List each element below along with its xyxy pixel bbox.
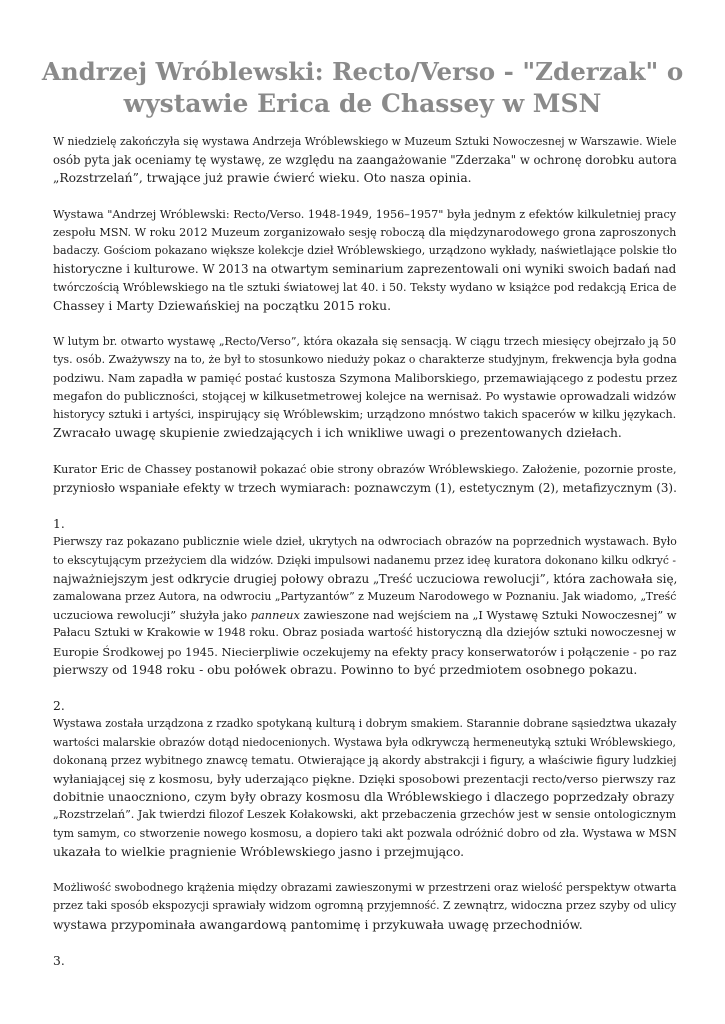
text-line: W niedzielę zakończyła się wystawa Andrzeja Wróblewskiego w Muzeum Sztuki Nowoczesnej w Warszawie. Wiele	[53, 135, 677, 148]
text-line: to ekscytującym przeżyciem dla widzów. Dzięki impulsowi nadanemu przez ideę kuratora dokonano kilku odkryć -	[53, 553, 676, 567]
text-line: Wystawa "Andrzej Wróblewski: Recto/Verso. 1948-1949, 1956–1957" była jednym z efektów kilkuletniej pracy	[53, 207, 677, 221]
article-title	[40, 56, 685, 120]
italic-term: panneux	[250, 608, 300, 623]
text-line: badaczy. Gościom pokazano większe kolekcje dzieł Wróblewskiego, urządzono wykłady, naświetlające polskie tło	[53, 244, 677, 258]
text-line: Kurator Eric de Chassey postanowił pokazać obie strony obrazów Wróblewskiego. Założenie, pozornie proste,	[53, 462, 677, 476]
text-line: „Rozstrzelań”. Jak twierdzi filozof Leszek Kołakowski, akt przebaczenia grzechów jest w sensie ontologicznym	[53, 808, 677, 822]
text-line: najważniejszym jest odkrycie drugiej połowy obrazu „Treść uczuciowa rewolucji”, która zachowała się,	[53, 571, 678, 586]
text-line: wartości malarskie obrazów dotąd niedocenionych. Wystawa była odkrywczą hermeneutyką sztuki Wróblewskiego,	[53, 735, 676, 749]
text-line	[53, 606, 680, 624]
text-line: megafon do publiczności, stojącej w kilkusetmetrowej kolejce na wernisaż. Po wystawie oprowadzali widzów	[53, 389, 677, 403]
text-line: zamalowana przez Autora, na odwrociu „Partyzantów” z Muzeum Narodowego w Poznaniu. Jak wiadomo, „Treść	[53, 590, 677, 604]
text-line: twórczością Wróblewskiego na tle sztuki światowej lat 40. i 50. Teksty wydano w książce pod redakcją Erica de	[53, 280, 677, 294]
text-line: Zwracało uwagę skupienie zwiedzających i ich wnikliwe uwagi o prezentowanych dziełach.	[53, 426, 622, 441]
text-line: tym samym, co stworzenie nowego kosmosu, a dopiero taki akt pozwala odróżnić dobro od zła. Wystawa w MSN	[53, 826, 677, 840]
article-body	[53, 133, 680, 970]
text-fragment: uczuciowa rewolucji” służyła jako	[53, 608, 251, 623]
text-line: podziwu. Nam zapadła w pamięć postać kustosza Szymona Maliborskiego, przemawiającego z podestu przez	[53, 371, 678, 385]
text-line: Europie Środkowej po 1945. Niecierpliwie oczekujemy na efekty pracy konserwatorów i połączenie - po raz	[53, 644, 677, 659]
paragraph-intro	[53, 133, 680, 188]
text-fragment: zawieszone nad wejściem na „I Wystawę Sztuki Nowoczesnej” w	[299, 608, 677, 623]
text-line: historycy sztuki i artyści, inspirujący się Wróblewskim; urządzono mnóstwo takich spacerów w kilku językach.	[53, 408, 677, 422]
title-line: Andrzej Wróblewski: Recto/Verso - "Zderzak" o	[41, 57, 684, 86]
paragraph-background	[53, 206, 680, 315]
text-line: Chassey i Marty Dziewańskiej na początku 2015 roku.	[53, 298, 391, 313]
text-line: Możliwość swobodnego krążenia między obrazami zawieszonymi w przestrzeni oraz wielość perspektyw otwarta	[53, 881, 677, 895]
title-line: wystawie Erica de Chassey w MSN	[123, 89, 602, 118]
text-line: tys. osób. Zważywszy na to, że był to stosunkowo nieduży pokaz o charakterze studyjnym, frekwencja była godna	[53, 353, 677, 367]
section-1	[53, 515, 680, 679]
section-2	[53, 697, 680, 861]
text-line: osób pyta jak oceniamy tę wystawę, ze względu na zaangażowanie "Zderzaka" w ochronę dorobku autora	[53, 153, 677, 168]
text-line: Pierwszy raz pokazano publicznie wiele dzieł, ukrytych na odwrociach obrazów na poprzednich wystawach. Było	[53, 535, 677, 549]
text-line: Wystawa została urządzona z rzadko spotykaną kulturą i dobrym smakiem. Starannie dobrane sąsiedztwa ukazały	[53, 717, 677, 731]
section-number: 1.	[53, 517, 65, 532]
text-line: dobitnie unaoczniono, czym były obrazy kosmosu dla Wróblewskiego i dlaczego poprzedzały obrazy	[53, 790, 675, 805]
section-number: 3.	[53, 954, 65, 969]
text-line: wyłaniającej się z kosmosu, były uderzająco piękne. Dzięki sposobowi prezentacji recto/verso pierwszy raz	[53, 772, 676, 787]
text-line: zespołu MSN. W roku 2012 Muzeum zorganizowało sesję roboczą dla międzynarodowego grona zaproszonych	[53, 226, 677, 239]
text-line: ukazała to wielkie pragnienie Wróblewskiego jasno i przejmująco.	[53, 844, 465, 859]
section-3	[53, 952, 680, 970]
text-line: historyczne i kulturowe. W 2013 na otwartym seminarium zaprezentowali oni wyniki swoich badań nad	[53, 262, 677, 277]
text-line: W lutym br. otwarto wystawę „Recto/Verso”, która okazała się sensacją. W ciągu trzech miesięcy obejrzało ją 50	[53, 335, 677, 349]
paragraph-opening	[53, 333, 680, 442]
text-line: dokonaną przez wybitnego znawcę tematu. Otwierające ją akordy abstrakcji i figury, a właściwie figury ludzkiej	[53, 753, 677, 767]
text-line: Pałacu Sztuki w Krakowie w 1948 roku. Obraz posiada wartość historyczną dla dziejów sztuki nowoczesnej w	[53, 626, 677, 640]
section-number: 2.	[53, 699, 65, 714]
paragraph-space	[53, 879, 680, 934]
text-line: pierwszy od 1948 roku - obu połówek obrazu. Powinno to być przedmiotem osobnego pokazu.	[53, 662, 638, 677]
text-line: „Rozstrzelań”, trwające już prawie ćwierć wieku. Oto nasza opinia.	[53, 171, 472, 186]
text-line: przez taki sposób ekspozycji sprawiały widzom ogromną przyjemność. Z zewnątrz, widoczna przez szyby od ulicy	[53, 899, 677, 913]
paragraph-curator	[53, 461, 680, 497]
text-line: przyniosło wspaniałe efekty w trzech wymiarach: poznawczym (1), estetycznym (2), metafizycznym (3).	[53, 480, 677, 495]
text-line: wystawa przypominała awangardową pantomimę i przykuwała uwagę przechodniów.	[53, 917, 583, 932]
